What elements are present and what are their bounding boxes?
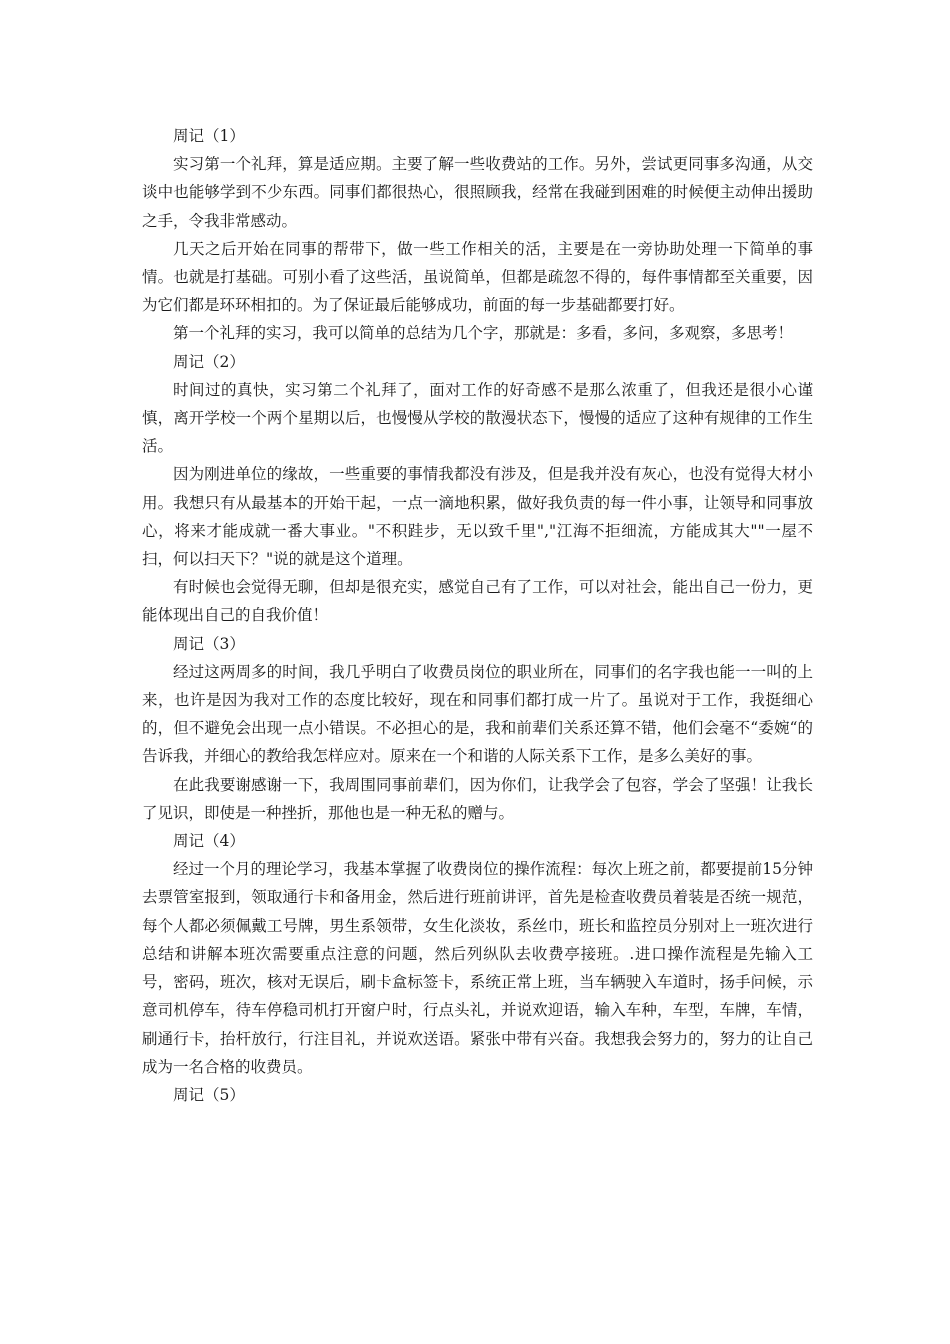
week-1-heading: 周记（1）: [173, 127, 245, 145]
week-1-section: [142, 122, 813, 348]
week-2-paragraph-3: 有时候也会觉得无聊，但却是很充实，感觉自己有了工作，可以对社会，能出自己一份力，更能体现出自己的自我价值！: [142, 578, 813, 625]
document-body: [142, 122, 813, 1109]
week-3-section: [142, 630, 813, 827]
week-4-section: [142, 827, 813, 1081]
week-5-heading: 周记（5）: [173, 1085, 245, 1104]
week-2-paragraph-1: 时间过的真快，实习第二个礼拜了，面对工作的好奇感不是那么浓重了，但我还是很小心谨慎，离开学校一个两个星期以后，也慢慢从学校的散漫状态下，慢慢的适应了这种有规律的工作生活。: [142, 380, 813, 456]
week-3-heading: 周记（3）: [173, 634, 245, 653]
week-1-paragraph-1: 实习第一个礼拜，算是适应期。主要了解一些收费站的工作。另外，尝试更同事多沟通，从交谈中也能够学到不少东西。同事们都很热心，很照顾我，经常在我碰到困难的时候便主动伸出援助之手，令我非常感动。: [142, 155, 813, 230]
week-4-heading: 周记（4）: [173, 832, 245, 851]
week-3-paragraph-2: 在此我要谢感谢一下，我周围同事前辈们，因为你们，让我学会了包容，学会了坚强！让我长了见识，即使是一种挫折，那他也是一种无私的赠与。: [142, 775, 813, 822]
week-1-paragraph-3: 第一个礼拜的实习，我可以简单的总结为几个字，那就是：多看，多问，多观察，多思考！: [173, 324, 794, 343]
week-2-heading: 周记（2）: [173, 352, 245, 371]
week-3-paragraph-1: 经过这两周多的时间，我几乎明白了收费员岗位的职业所在，同事们的名字我也能一一叫的上来，也许是因为我对工作的态度比较好，现在和同事们都打成一片了。虽说对于工作，我挺细心的，但不避免会出现一点小错误。不必担心的是，我和前辈们关系还算不错，他们会毫不“委婉“的告诉我，并细心的教给我怎样应对。原来在一个和谐的人际关系下工作，是多么美好的事。: [142, 662, 813, 766]
week-5-section: [142, 1081, 813, 1109]
week-4-paragraph-1: 经过一个月的理论学习，我基本掌握了收费岗位的操作流程：每次上班之前，都要提前15分钟去票管室报到，领取通行卡和备用金，然后进行班前讲评，首先是检查收费员着装是否统一规范，每个人都必须佩戴工号牌，男生系领带，女生化淡妆，系丝巾，班长和监控员分别对上一班次进行总结和讲解本班次需要重点注意的问题，然后列纵队去收费亭接班。.进口操作流程是先输入工号，密码，班次，核对无误后，刷卡盒标签卡，系统正常上班，当车辆驶入车道时，扬手问候，示意司机停车，待车停稳司机打开窗户时，行点头礼，并说欢迎语，输入车种，车型，车牌，车情，刷通行卡，抬杆放行，行注目礼，并说欢送语。紧张中带有兴奋。我想我会努力的，努力的让自己成为一名合格的收费员。: [142, 860, 813, 1076]
week-2-section: [142, 348, 813, 630]
week-2-paragraph-2: 因为刚进单位的缘故，一些重要的事情我都没有涉及，但是我并没有灰心，也没有觉得大材小用。我想只有从最基本的开始干起，一点一滴地积累，做好我负责的每一件小事，让领导和同事放心，将来才能成就一番大事业。"不积跬步，无以致千里","江海不拒细流，方能成其大""一屋不扫，何以扫天下？"说的就是这个道理。: [142, 465, 813, 569]
week-1-paragraph-2: 几天之后开始在同事的帮带下，做一些工作相关的活，主要是在一旁协助处理一下简单的事情。也就是打基础。可别小看了这些活，虽说简单，但都是疏忽不得的，每件事情都至关重要，因为它们都是环环相扣的。为了保证最后能够成功，前面的每一步基础都要打好。: [142, 239, 813, 315]
